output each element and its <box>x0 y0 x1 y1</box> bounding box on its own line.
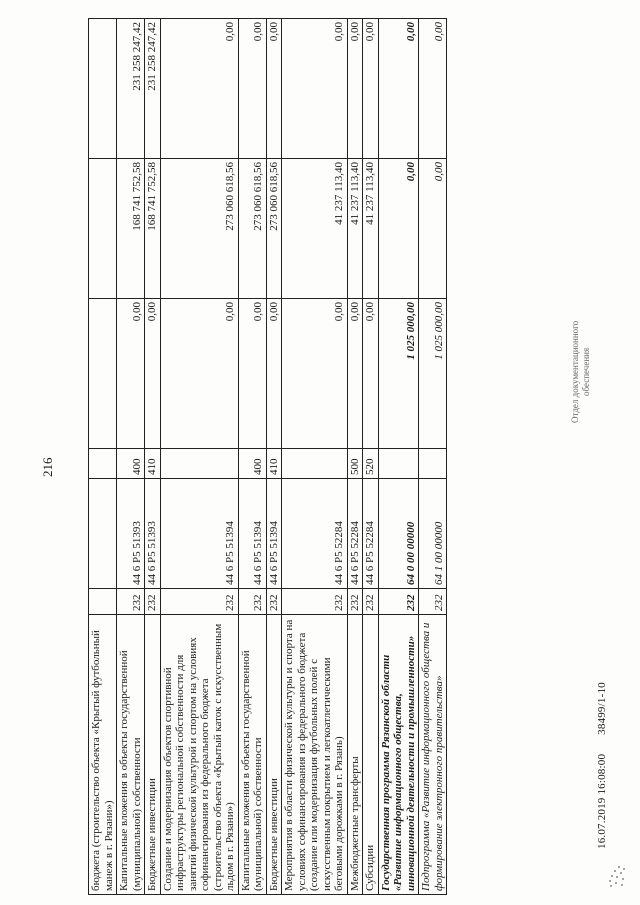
cell-vr <box>378 449 419 479</box>
cell-vr <box>282 449 348 479</box>
table-row <box>89 19 117 895</box>
cell-name: Создание и модернизация объектов спортивной инфраструктуры региональной собственности для занятий физической культурой и спортом на условиях софинансирования из федерального бюджета (строительство объекта «Крытый каток с искусственным льдом в г. Рязани») <box>160 615 238 895</box>
cell-vr: 500 <box>347 449 363 479</box>
cell-c: 0,00 <box>419 19 447 159</box>
cell-csr: 44 6 P5 52284 <box>347 479 363 589</box>
cell-ved: 232 <box>419 589 447 615</box>
cell-name: Мероприятия в области физической культуры и спорта на условиях софинансирования из федерального бюджета (создание или модернизация футбольных полей с искусственным покрытием и легкоатлетическими беговыми дорожками в г. Рязань) <box>282 615 348 895</box>
footer-code: 38499/1-10 <box>596 682 608 735</box>
cell-vr: 520 <box>363 449 379 479</box>
logo-icon <box>606 861 628 891</box>
cell-b: 41 237 113,40 <box>282 159 348 299</box>
cell-c <box>89 19 117 159</box>
cell-csr: 44 6 P5 52284 <box>282 479 348 589</box>
cell-csr: 44 6 P5 51393 <box>145 479 161 589</box>
cell-csr <box>89 479 117 589</box>
department-stamp <box>570 321 592 423</box>
cell-vr <box>419 449 447 479</box>
cell-b: 168 741 752,58 <box>117 159 145 299</box>
cell-name: Капитальные вложения в объекты государственной (муниципальной) собственности <box>117 615 145 895</box>
cell-a: 0,00 <box>160 299 238 449</box>
cell-c: 0,00 <box>282 19 348 159</box>
cell-a: 0,00 <box>117 299 145 449</box>
cell-csr: 44 6 P5 51394 <box>238 479 266 589</box>
cell-b: 273 060 618,56 <box>238 159 266 299</box>
table-row <box>160 19 238 895</box>
cell-c: 0,00 <box>160 19 238 159</box>
table-row <box>363 19 379 895</box>
cell-csr: 44 6 P5 51393 <box>117 479 145 589</box>
cell-csr: 64 1 00 00000 <box>419 479 447 589</box>
cell-a: 0,00 <box>282 299 348 449</box>
cell-ved: 232 <box>282 589 348 615</box>
cell-a: 1 025 000,00 <box>378 299 419 449</box>
cell-c: 0,00 <box>238 19 266 159</box>
cell-b: 168 741 752,58 <box>145 159 161 299</box>
page-number: 216 <box>40 457 55 477</box>
cell-ved: 232 <box>363 589 379 615</box>
table-row <box>266 19 282 895</box>
cell-b <box>89 159 117 299</box>
cell-vr: 400 <box>238 449 266 479</box>
cell-csr: 64 0 00 00000 <box>378 479 419 589</box>
cell-a: 0,00 <box>145 299 161 449</box>
cell-ved: 232 <box>347 589 363 615</box>
cell-b: 273 060 618,56 <box>266 159 282 299</box>
cell-vr <box>89 449 117 479</box>
cell-b: 41 237 113,40 <box>363 159 379 299</box>
table-row <box>145 19 161 895</box>
cell-name: Бюджетные инвестиции <box>266 615 282 895</box>
table-row <box>347 19 363 895</box>
cell-a: 1 025 000,00 <box>419 299 447 449</box>
cell-b: 0,00 <box>419 159 447 299</box>
cell-b: 273 060 618,56 <box>160 159 238 299</box>
table-row <box>238 19 266 895</box>
cell-c: 231 258 247,42 <box>145 19 161 159</box>
table-row <box>378 19 419 895</box>
cell-ved: 232 <box>378 589 419 615</box>
table-row <box>282 19 348 895</box>
table-row <box>117 19 145 895</box>
stamp-line-1: Отдел документационного <box>570 320 580 423</box>
footer <box>596 682 608 893</box>
cell-name: Межбюджетные трансферты <box>347 615 363 895</box>
cell-vr: 400 <box>117 449 145 479</box>
cell-ved: 232 <box>145 589 161 615</box>
cell-a: 0,00 <box>266 299 282 449</box>
cell-a: 0,00 <box>363 299 379 449</box>
budget-table <box>88 18 447 895</box>
cell-name: Государственная программа Рязанской области «Развитие информационного общества, инновационной деятельности и промышленности» <box>378 615 419 895</box>
cell-vr: 410 <box>266 449 282 479</box>
cell-b: 41 237 113,40 <box>347 159 363 299</box>
cell-name: Субсидии <box>363 615 379 895</box>
cell-name: Капитальные вложения в объекты государственной (муниципальной) собственности <box>238 615 266 895</box>
cell-c: 0,00 <box>266 19 282 159</box>
cell-a: 0,00 <box>238 299 266 449</box>
cell-name: Бюджетные инвестиции <box>145 615 161 895</box>
cell-ved: 232 <box>117 589 145 615</box>
cell-a: 0,00 <box>347 299 363 449</box>
cell-c: 0,00 <box>378 19 419 159</box>
cell-a <box>89 299 117 449</box>
cell-c: 0,00 <box>363 19 379 159</box>
stamp-line-2: обеспечения <box>581 347 591 396</box>
cell-csr: 44 6 P5 52284 <box>363 479 379 589</box>
cell-ved: 232 <box>160 589 238 615</box>
cell-vr <box>160 449 238 479</box>
cell-ved: 232 <box>238 589 266 615</box>
table-row <box>419 19 447 895</box>
cell-ved: 232 <box>266 589 282 615</box>
cell-vr: 410 <box>145 449 161 479</box>
cell-csr: 44 6 P5 51394 <box>160 479 238 589</box>
table-body <box>89 19 447 895</box>
cell-name: бюджета (строительство объекта «Крытый футбольный манеж в г. Рязани») <box>89 615 117 895</box>
cell-b: 0,00 <box>378 159 419 299</box>
cell-c: 231 258 247,42 <box>117 19 145 159</box>
cell-name: Подпрограмма «Развитие информационного общества и формирование электронного правительства» <box>419 615 447 895</box>
cell-c: 0,00 <box>347 19 363 159</box>
footer-datetime: 16.07.2019 16:08:00 <box>596 753 608 849</box>
cell-csr: 44 6 P5 51394 <box>266 479 282 589</box>
cell-ved <box>89 589 117 615</box>
